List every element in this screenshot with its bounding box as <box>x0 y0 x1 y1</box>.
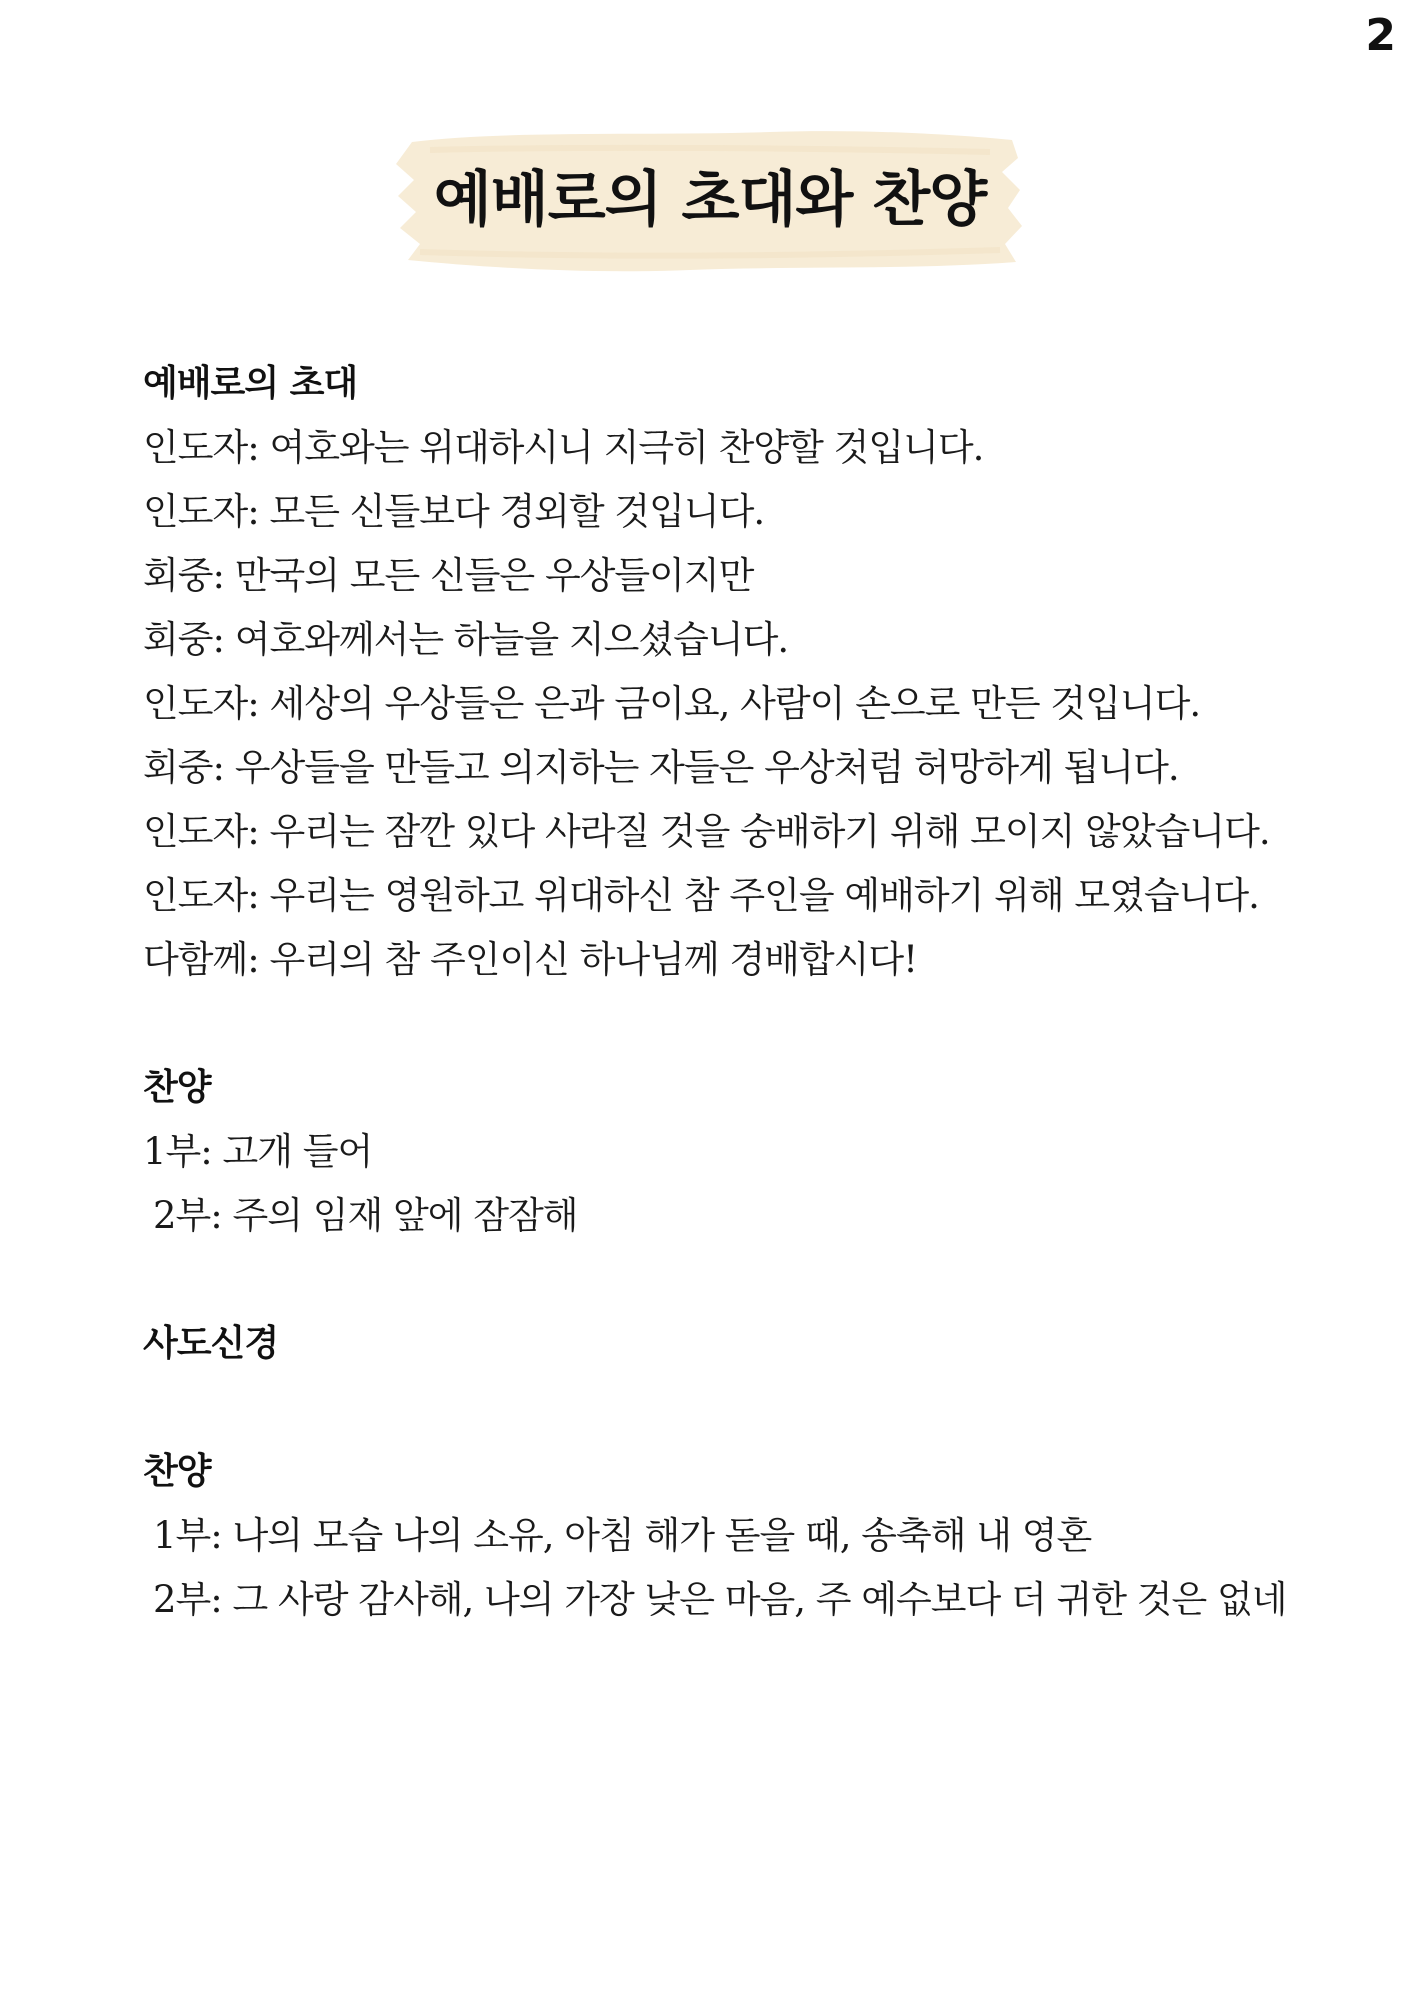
line-text: 세상의 우상들은 은과 금이요, 사람이 손으로 만든 것입니다. <box>269 682 1201 725</box>
section-heading: 찬양 <box>143 1067 211 1108</box>
spacer <box>143 992 1363 1056</box>
page-title: 예배로의 초대와 찬양 <box>433 165 987 235</box>
responsive-line: 인도자: 우리는 영원하고 위대하신 참 주인을 예배하기 위해 모였습니다. <box>143 874 1259 917</box>
speaker-label: 인도자 <box>143 810 248 853</box>
speaker-label: 인도자 <box>143 426 248 469</box>
line-text: 우리는 잠깐 있다 사라질 것을 숭배하기 위해 모이지 않았습니다. <box>269 810 1270 853</box>
responsive-line: 다함께: 우리의 참 주인이신 하나님께 경배합시다! <box>143 938 917 981</box>
line-text: 모든 신들보다 경외할 것입니다. <box>269 490 765 533</box>
section-heading: 사도신경 <box>143 1323 279 1364</box>
line-text: 우상들을 만들고 의지하는 자들은 우상처럼 허망하게 됩니다. <box>234 746 1179 789</box>
section-heading: 찬양 <box>143 1451 211 1492</box>
song-title: 주의 임재 앞에 잠잠해 <box>232 1194 578 1237</box>
responsive-line: 인도자: 모든 신들보다 경외할 것입니다. <box>143 490 765 533</box>
song-line: 1부: 나의 모습 나의 소유, 아침 해가 돋을 때, 송축해 내 영혼 <box>153 1514 1092 1557</box>
part-label: 1부 <box>143 1130 201 1173</box>
part-label: 1부 <box>153 1514 211 1557</box>
part-label: 2부 <box>153 1578 211 1621</box>
responsive-line: 회중: 우상들을 만들고 의지하는 자들은 우상처럼 허망하게 됩니다. <box>143 746 1179 789</box>
line-text: 여호와께서는 하늘을 지으셨습니다. <box>234 618 789 661</box>
speaker-label: 인도자 <box>143 682 248 725</box>
spacer <box>143 1248 1363 1312</box>
speaker-label: 다함께 <box>143 938 248 981</box>
speaker-label: 인도자 <box>143 874 248 917</box>
speaker-label: 회중 <box>143 746 213 789</box>
document-body <box>143 352 1363 1632</box>
speaker-label: 인도자 <box>143 490 248 533</box>
responsive-line: 인도자: 세상의 우상들은 은과 금이요, 사람이 손으로 만든 것입니다. <box>143 682 1201 725</box>
spacer <box>143 1376 1363 1440</box>
line-text: 여호와는 위대하시니 지극히 찬양할 것입니다. <box>269 426 984 469</box>
line-text: 만국의 모든 신들은 우상들이지만 <box>234 554 754 597</box>
title-banner <box>390 120 1030 280</box>
song-title: 나의 모습 나의 소유, 아침 해가 돋을 때, 송축해 내 영혼 <box>232 1514 1092 1557</box>
part-label: 2부 <box>153 1194 211 1237</box>
song-line: 2부: 그 사랑 감사해, 나의 가장 낮은 마음, 주 예수보다 더 귀한 것은 없네 <box>153 1578 1287 1621</box>
song-title: 그 사랑 감사해, 나의 가장 낮은 마음, 주 예수보다 더 귀한 것은 없네 <box>232 1578 1287 1621</box>
section-apostles-creed <box>143 1312 1363 1376</box>
section-praise-1 <box>143 1056 1363 1248</box>
section-invitation <box>143 352 1363 992</box>
line-text: 우리는 영원하고 위대하신 참 주인을 예배하기 위해 모였습니다. <box>269 874 1259 917</box>
speaker-label: 회중 <box>143 618 213 661</box>
section-heading: 예배로의 초대 <box>143 363 358 404</box>
responsive-line: 회중: 여호와께서는 하늘을 지으셨습니다. <box>143 618 789 661</box>
song-line: 2부: 주의 임재 앞에 잠잠해 <box>153 1194 578 1237</box>
song-line: 1부: 고개 들어 <box>143 1130 373 1173</box>
responsive-line: 회중: 만국의 모든 신들은 우상들이지만 <box>143 554 754 597</box>
responsive-line: 인도자: 우리는 잠깐 있다 사라질 것을 숭배하기 위해 모이지 않았습니다. <box>143 810 1270 853</box>
song-title: 고개 들어 <box>222 1130 373 1173</box>
speaker-label: 회중 <box>143 554 213 597</box>
line-text: 우리의 참 주인이신 하나님께 경배합시다! <box>269 938 917 981</box>
section-praise-2 <box>143 1440 1363 1632</box>
responsive-line: 인도자: 여호와는 위대하시니 지극히 찬양할 것입니다. <box>143 426 984 469</box>
page-number: 2 <box>1365 10 1396 61</box>
